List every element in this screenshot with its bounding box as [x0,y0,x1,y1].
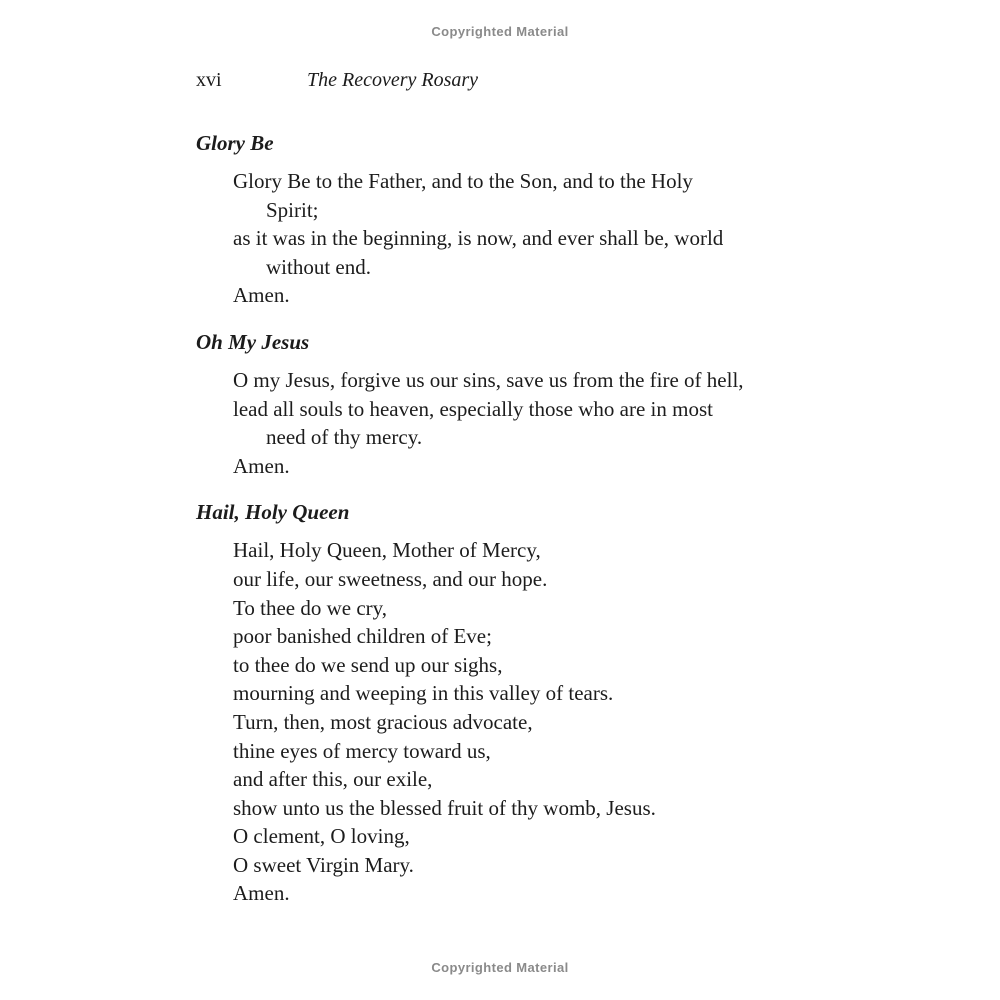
prayer-line: Amen. [233,453,290,478]
prayer-line: poor banished children of Eve; [233,624,492,649]
running-title: The Recovery Rosary [307,69,479,91]
prayer-line: lead all souls to heaven, especially those who are in most [233,396,713,421]
prayer-line: Spirit; [266,197,319,222]
prayer-line: Glory Be to the Father, and to the Son, and to the Holy [233,169,693,193]
prayer-line: our life, our sweetness, and our hope. [233,566,548,591]
prayer-line: need of thy mercy. [266,425,423,450]
prayer-line: O sweet Virgin Mary. [233,852,414,877]
prayer-section-oh-my-jesus [196,328,836,480]
prayer-line: O clement, O loving, [233,824,410,849]
page-number: xvi [196,69,222,91]
copyright-notice-top: Copyrighted Material [431,24,569,39]
prayer-line: without end. [266,254,371,279]
prayer-section-hail-holy-queen [196,498,836,908]
prayer-line: and after this, our exile, [233,767,433,792]
prayer-line: Turn, then, most gracious advocate, [233,709,533,734]
prayer-line: Amen. [233,881,290,906]
prayer-line: as it was in the beginning, is now, and ever shall be, world [233,226,724,251]
copyright-notice-bottom: Copyrighted Material [431,960,569,975]
prayer-line: Amen. [233,283,290,308]
prayer-line: O my Jesus, forgive us our sins, save us from the fire of hell, [233,367,744,392]
prayer-line: To thee do we cry, [233,595,388,620]
prayer-line: to thee do we send up our sighs, [233,652,503,677]
page-content [196,66,836,908]
prayer-heading: Glory Be [196,131,274,155]
prayer-line: thine eyes of mercy toward us, [233,738,491,763]
prayer-heading: Hail, Holy Queen [196,500,350,525]
prayer-line: mourning and weeping in this valley of tears. [233,681,614,706]
prayer-line: show unto us the blessed fruit of thy womb, Jesus. [233,795,656,820]
prayer-line: Hail, Holy Queen, Mother of Mercy, [233,538,541,563]
prayer-section-glory-be [196,129,836,310]
prayer-heading: Oh My Jesus [196,329,310,354]
running-header [196,66,836,94]
